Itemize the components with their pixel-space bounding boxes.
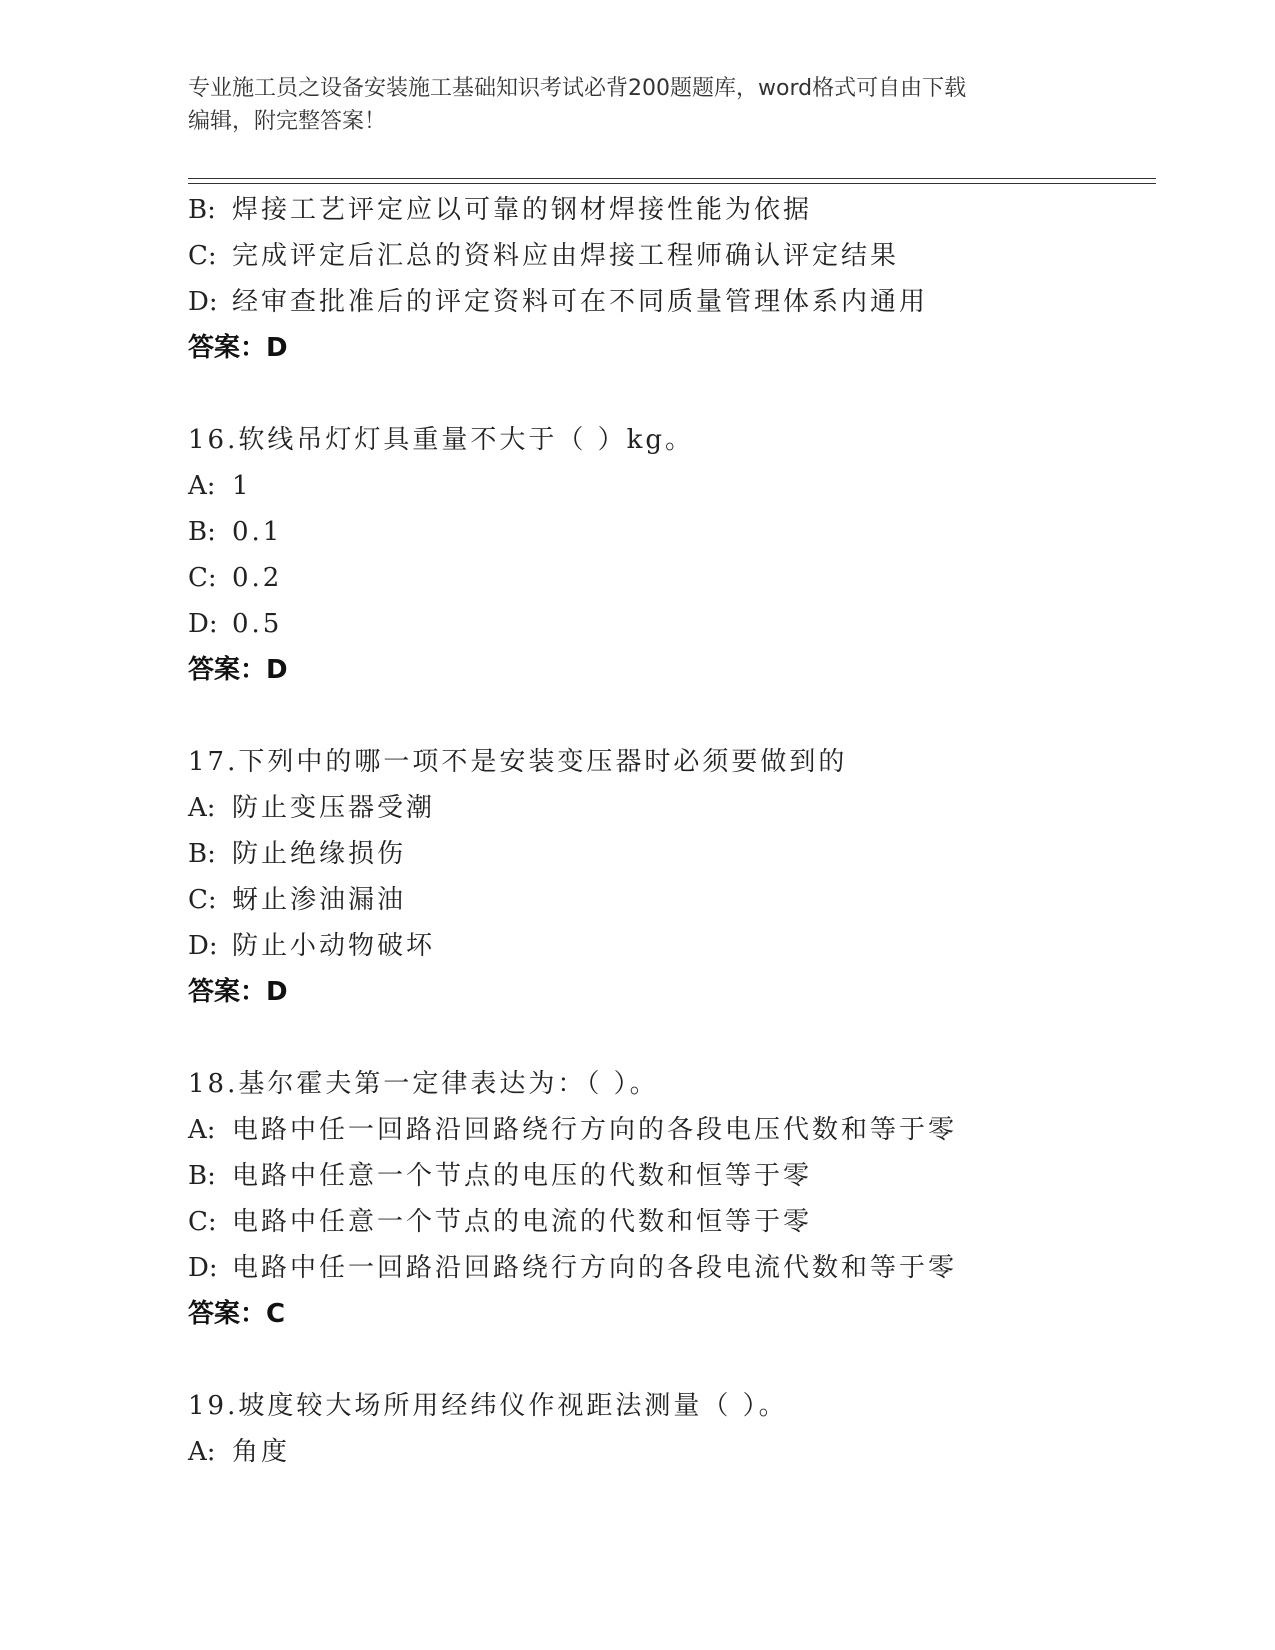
header-title-line-1: 专业施工员之设备安装施工基础知识考试必背200题题库，word格式可自由下载 [188,76,967,101]
option-b [188,187,1148,233]
option-text: 完成评定后汇总的资料应由焊接工程师确认评定结果 [232,241,900,271]
option-text: 角度 [232,1437,291,1467]
answer-line: 答案：D [188,655,288,685]
option-label: C: [188,1207,217,1237]
question-spacer [188,1337,1148,1383]
question-spacer [188,371,1148,417]
question-spacer [188,1015,1148,1061]
option-text: 焊接工艺评定应以可靠的钢材焊接性能为依据 [232,195,813,225]
option-a [188,1107,1148,1153]
answer-line: 答案：C [188,1299,286,1329]
answer-line: 答案：D [188,333,288,363]
question-16 [188,417,1148,693]
question-title: 17.下列中的哪一项不是安装变压器时必须要做到的 [188,747,848,777]
option-label: D: [188,287,218,317]
option-d [188,923,1148,969]
option-label: A: [188,471,216,501]
option-label: D: [188,931,218,961]
option-text: 电路中任意一个节点的电压的代数和恒等于零 [232,1161,813,1191]
question-spacer [188,693,1148,739]
option-c [188,1199,1148,1245]
question-19 [188,1383,1148,1475]
option-b [188,831,1148,877]
option-c [188,555,1148,601]
question-title: 16.软线吊灯灯具重量不大于（ ）kg。 [188,425,695,455]
option-label: A: [188,793,216,823]
option-label: C: [188,885,217,915]
option-text: 1 [232,471,252,501]
option-label: A: [188,1115,216,1145]
option-label: B: [188,839,216,869]
document-header [188,72,1088,138]
option-text: 防止绝缘损伤 [232,839,407,869]
option-c [188,877,1148,923]
answer-line: 答案：D [188,977,288,1007]
option-text: 电路中任意一个节点的电流的代数和恒等于零 [232,1207,813,1237]
question-18 [188,1061,1148,1337]
option-a [188,463,1148,509]
option-label: B: [188,195,216,225]
question-list [188,187,1148,1475]
option-d [188,1245,1148,1291]
option-text: 防止小动物破坏 [232,931,436,961]
question-title: 18.基尔霍夫第一定律表达为：（ ）。 [188,1069,659,1099]
option-d [188,601,1148,647]
option-text: 经审查批准后的评定资料可在不同质量管理体系内通用 [232,287,929,317]
option-text: 防止变压器受潮 [232,793,436,823]
question-title: 19.坡度较大场所用经纬仪作视距法测量（ ）。 [188,1391,788,1421]
option-label: D: [188,1253,218,1283]
header-divider-top [188,178,1156,179]
option-b [188,509,1148,555]
option-text: 电路中任一回路沿回路绕行方向的各段电压代数和等于零 [232,1115,958,1145]
option-d [188,279,1148,325]
header-divider-bottom [188,183,1156,184]
option-c [188,233,1148,279]
question-17 [188,739,1148,1015]
option-text: 0.1 [232,517,283,547]
option-a [188,1429,1148,1475]
question-15-tail [188,187,1148,371]
option-label: C: [188,563,217,593]
option-label: C: [188,241,217,271]
option-label: A: [188,1437,216,1467]
option-text: 0.2 [232,563,283,593]
option-a [188,785,1148,831]
option-label: D: [188,609,218,639]
option-text: 0.5 [232,609,283,639]
header-title-line-2: 编辑，附完整答案！ [188,109,387,134]
option-label: B: [188,1161,216,1191]
option-b [188,1153,1148,1199]
option-text: 电路中任一回路沿回路绕行方向的各段电流代数和等于零 [232,1253,958,1283]
option-label: B: [188,517,216,547]
option-text: 蚜止渗油漏油 [232,885,407,915]
